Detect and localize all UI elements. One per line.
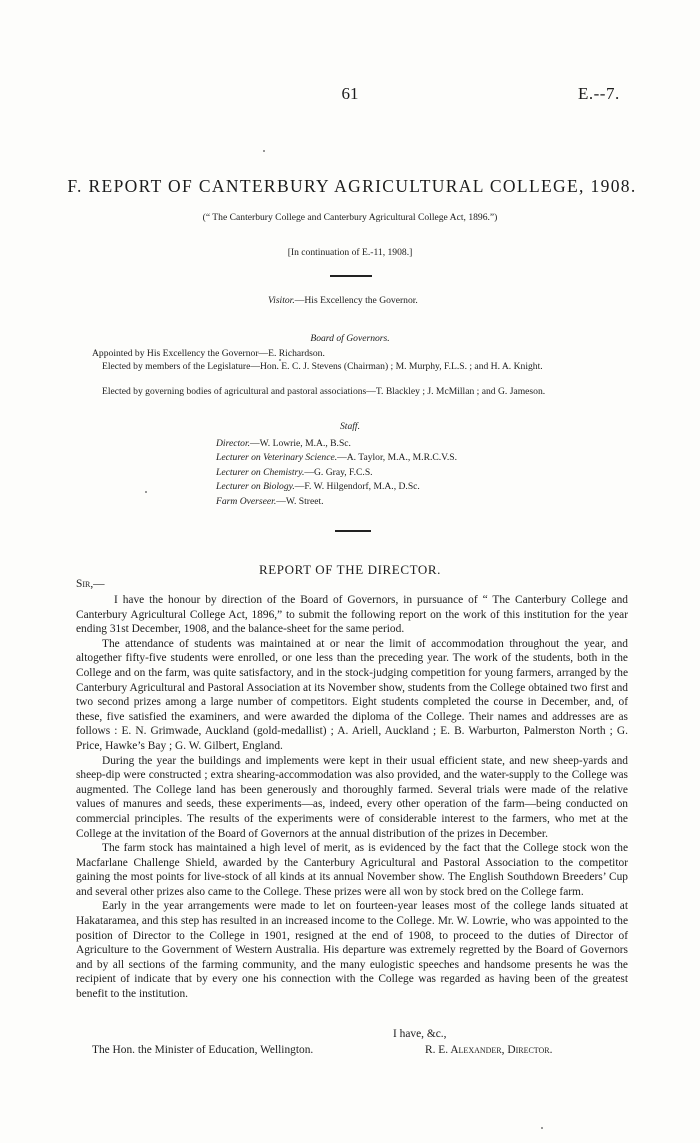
staff-member bbox=[216, 466, 457, 480]
scan-speck bbox=[145, 491, 147, 493]
continuation-note: [In continuation of E.-11, 1908.] bbox=[287, 247, 413, 258]
visitor-line bbox=[268, 295, 418, 306]
report-paragraph: The attendance of students was maintained at or near the limit of accommodation throughout the year, and altogether fifty-five students were enrolled, or one less than the preceding year. The work of the students, both in the College and on the farm, was quite satisfactory, and in the stock-judging competition for young farmers, arranged by the Canterbury Agricultural and Pastoral Association at its November show, students from the College obtained two first and two second prizes among a large number of competitors. Eight students completed the course in December, and, of these, five satisfied the examiners, and were awarded the diploma of the College. Their names and addresses are as follows : E. N. Grimwade, Auckland (gold-medallist) ; A. Ariell, Auckland ; E. B. Warburton, Palmerston North ; G. Price, Hawke’s Bay ; G. W. Gilbert, England. bbox=[76, 637, 628, 752]
report-title: F. REPORT OF CANTERBURY AGRICULTURAL COLLEGE, 1908. bbox=[67, 176, 637, 196]
staff-role: Farm Overseer. bbox=[216, 495, 277, 507]
staff-role: Lecturer on Chemistry. bbox=[216, 466, 305, 478]
staff-name: —W. Street. bbox=[276, 495, 324, 507]
act-note: (“ The Canterbury College and Canterbury Agricultural College Act, 1896.”) bbox=[202, 212, 498, 223]
board-elected-legislature: Elected by members of the Legislature—Hon. E. C. J. Stevens (Chairman) ; M. Murphy, F.L.S. ; and H. A. Knight. bbox=[102, 361, 543, 372]
staff-name: —A. Taylor, M.A., M.R.C.V.S. bbox=[337, 452, 457, 464]
divider-rule bbox=[330, 275, 372, 277]
staff-list bbox=[216, 437, 457, 509]
salutation: Sir,— bbox=[76, 578, 105, 590]
document-reference: E.--7. bbox=[578, 84, 620, 103]
staff-member bbox=[216, 480, 457, 494]
report-paragraph: During the year the buildings and implements were kept in their usual efficient state, and new sheep-yards and sheep-dip were constructed ; extra shearing-accommodation was also provided, and the water-supply to the College was augmented. The College land has been generously and thoroughly farmed. Several trials were made of the relative values of manures and seeds, these experiments—as, indeed, every other operation of the farm—being conducted on commercial principles. The results of the experiments were of considerable interest to the farmers, who met at the College at the invitation of the Board of Governors at the annual distribution of the prizes in December. bbox=[76, 754, 628, 840]
staff-name: —G. Gray, F.C.S. bbox=[304, 466, 373, 478]
report-body bbox=[76, 593, 628, 1002]
visitor-text: —His Excellency the Governor. bbox=[294, 295, 418, 306]
board-heading: Board of Governors. bbox=[310, 333, 390, 344]
divider-rule bbox=[335, 530, 371, 532]
staff-name: —F. W. Hilgendorf, M.A., D.Sc. bbox=[294, 481, 420, 493]
report-paragraph: I have the honour by direction of the Board of Governors, in pursuance of “ The Canterbury College and Canterbury Agricultural College Act, 1896,” to submit the following report on the work of this institution for the year ending 31st December, 1908, and the balance-sheet for the same period. bbox=[76, 594, 628, 636]
staff-role: Lecturer on Biology. bbox=[216, 481, 295, 493]
staff-member bbox=[216, 437, 457, 451]
staff-role: Lecturer on Veterinary Science. bbox=[216, 452, 338, 464]
report-paragraph: The farm stock has maintained a high level of merit, as is evidenced by the fact that the College stock won the Macfarlane Challenge Shield, awarded by the Canterbury Agricultural and Pastoral Association to the competitor gaining the most points for live-stock of all kinds at its annual November show. The English Southdown Breeders’ Cup and several other prizes also came to the College. These prizes were all won by stock bred on the College farm. bbox=[76, 842, 628, 898]
page-number: 61 bbox=[341, 84, 359, 103]
closing-formula: I have, &c., bbox=[393, 1028, 447, 1040]
addressee: The Hon. the Minister of Education, Wellington. bbox=[92, 1044, 314, 1056]
report-paragraph: Early in the year arrangements were made to let on fourteen-year leases most of the college lands situated at Hakataramea, and this step has resulted in an increased income to the College. Mr. W. Lowrie, who was appointed to the position of Director to the College in 1901, resigned at the end of 1908, to proceed to the duties of Director of Agriculture to the Government of Western Australia. His departure was extremely regretted by the Board of Governors and by all sections of the farming community, and the many eulogistic speeches and handsome presents he was the recipient of indicate that by every one his connection with the College was regarded as having been of the greatest benefit to the institution. bbox=[76, 900, 628, 1001]
board-appointed: Appointed by His Excellency the Governor—E. Richardson. bbox=[92, 348, 325, 359]
board-elected-associations: Elected by governing bodies of agricultural and pastoral associations—T. Blackley ; J. McMillan ; and G. Jameson. bbox=[102, 386, 546, 397]
staff-heading: Staff. bbox=[340, 421, 360, 432]
staff-name: —W. Lowrie, M.A., B.Sc. bbox=[250, 438, 351, 449]
visitor-label: Visitor. bbox=[268, 295, 295, 306]
scan-speck bbox=[541, 1127, 543, 1129]
staff-member bbox=[216, 451, 457, 465]
staff-member bbox=[216, 495, 457, 509]
report-heading: REPORT OF THE DIRECTOR. bbox=[258, 562, 442, 577]
signature: R. E. Alexander, Director. bbox=[425, 1044, 553, 1056]
scan-speck bbox=[263, 150, 265, 152]
staff-role: Director. bbox=[216, 438, 251, 449]
